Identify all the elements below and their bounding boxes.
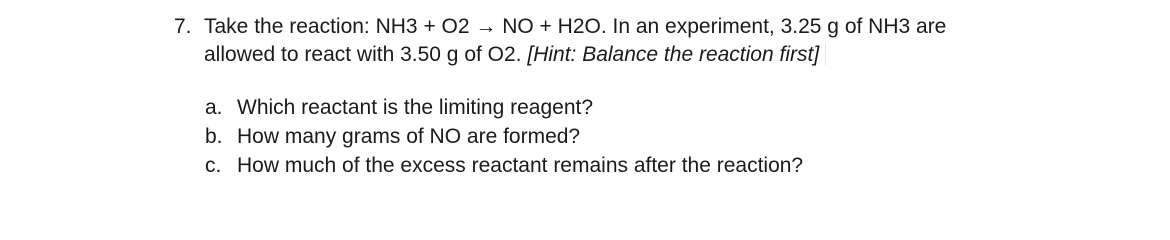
question-text: Which reactant is the limiting reagent? (237, 96, 594, 119)
problem-number: 7. (174, 15, 192, 38)
question-letter: a. (205, 96, 223, 119)
text-cursor (825, 43, 826, 65)
problem-line-2-text: allowed to react with 3.50 g of O2. (204, 43, 528, 66)
question-letter: b. (205, 125, 223, 148)
question-text: How many grams of NO are formed? (237, 125, 581, 148)
hint-text: [Hint: Balance the reaction first] (527, 43, 820, 66)
problem-line-1: Take the reaction: NH3 + O2 → NO + H2O. In an experiment, 3.25 g of NH3 are (204, 15, 947, 38)
question-letter: c. (205, 154, 222, 177)
problem-line-2 (204, 43, 826, 67)
question-text: How much of the excess reactant remains after the reaction? (237, 154, 804, 177)
